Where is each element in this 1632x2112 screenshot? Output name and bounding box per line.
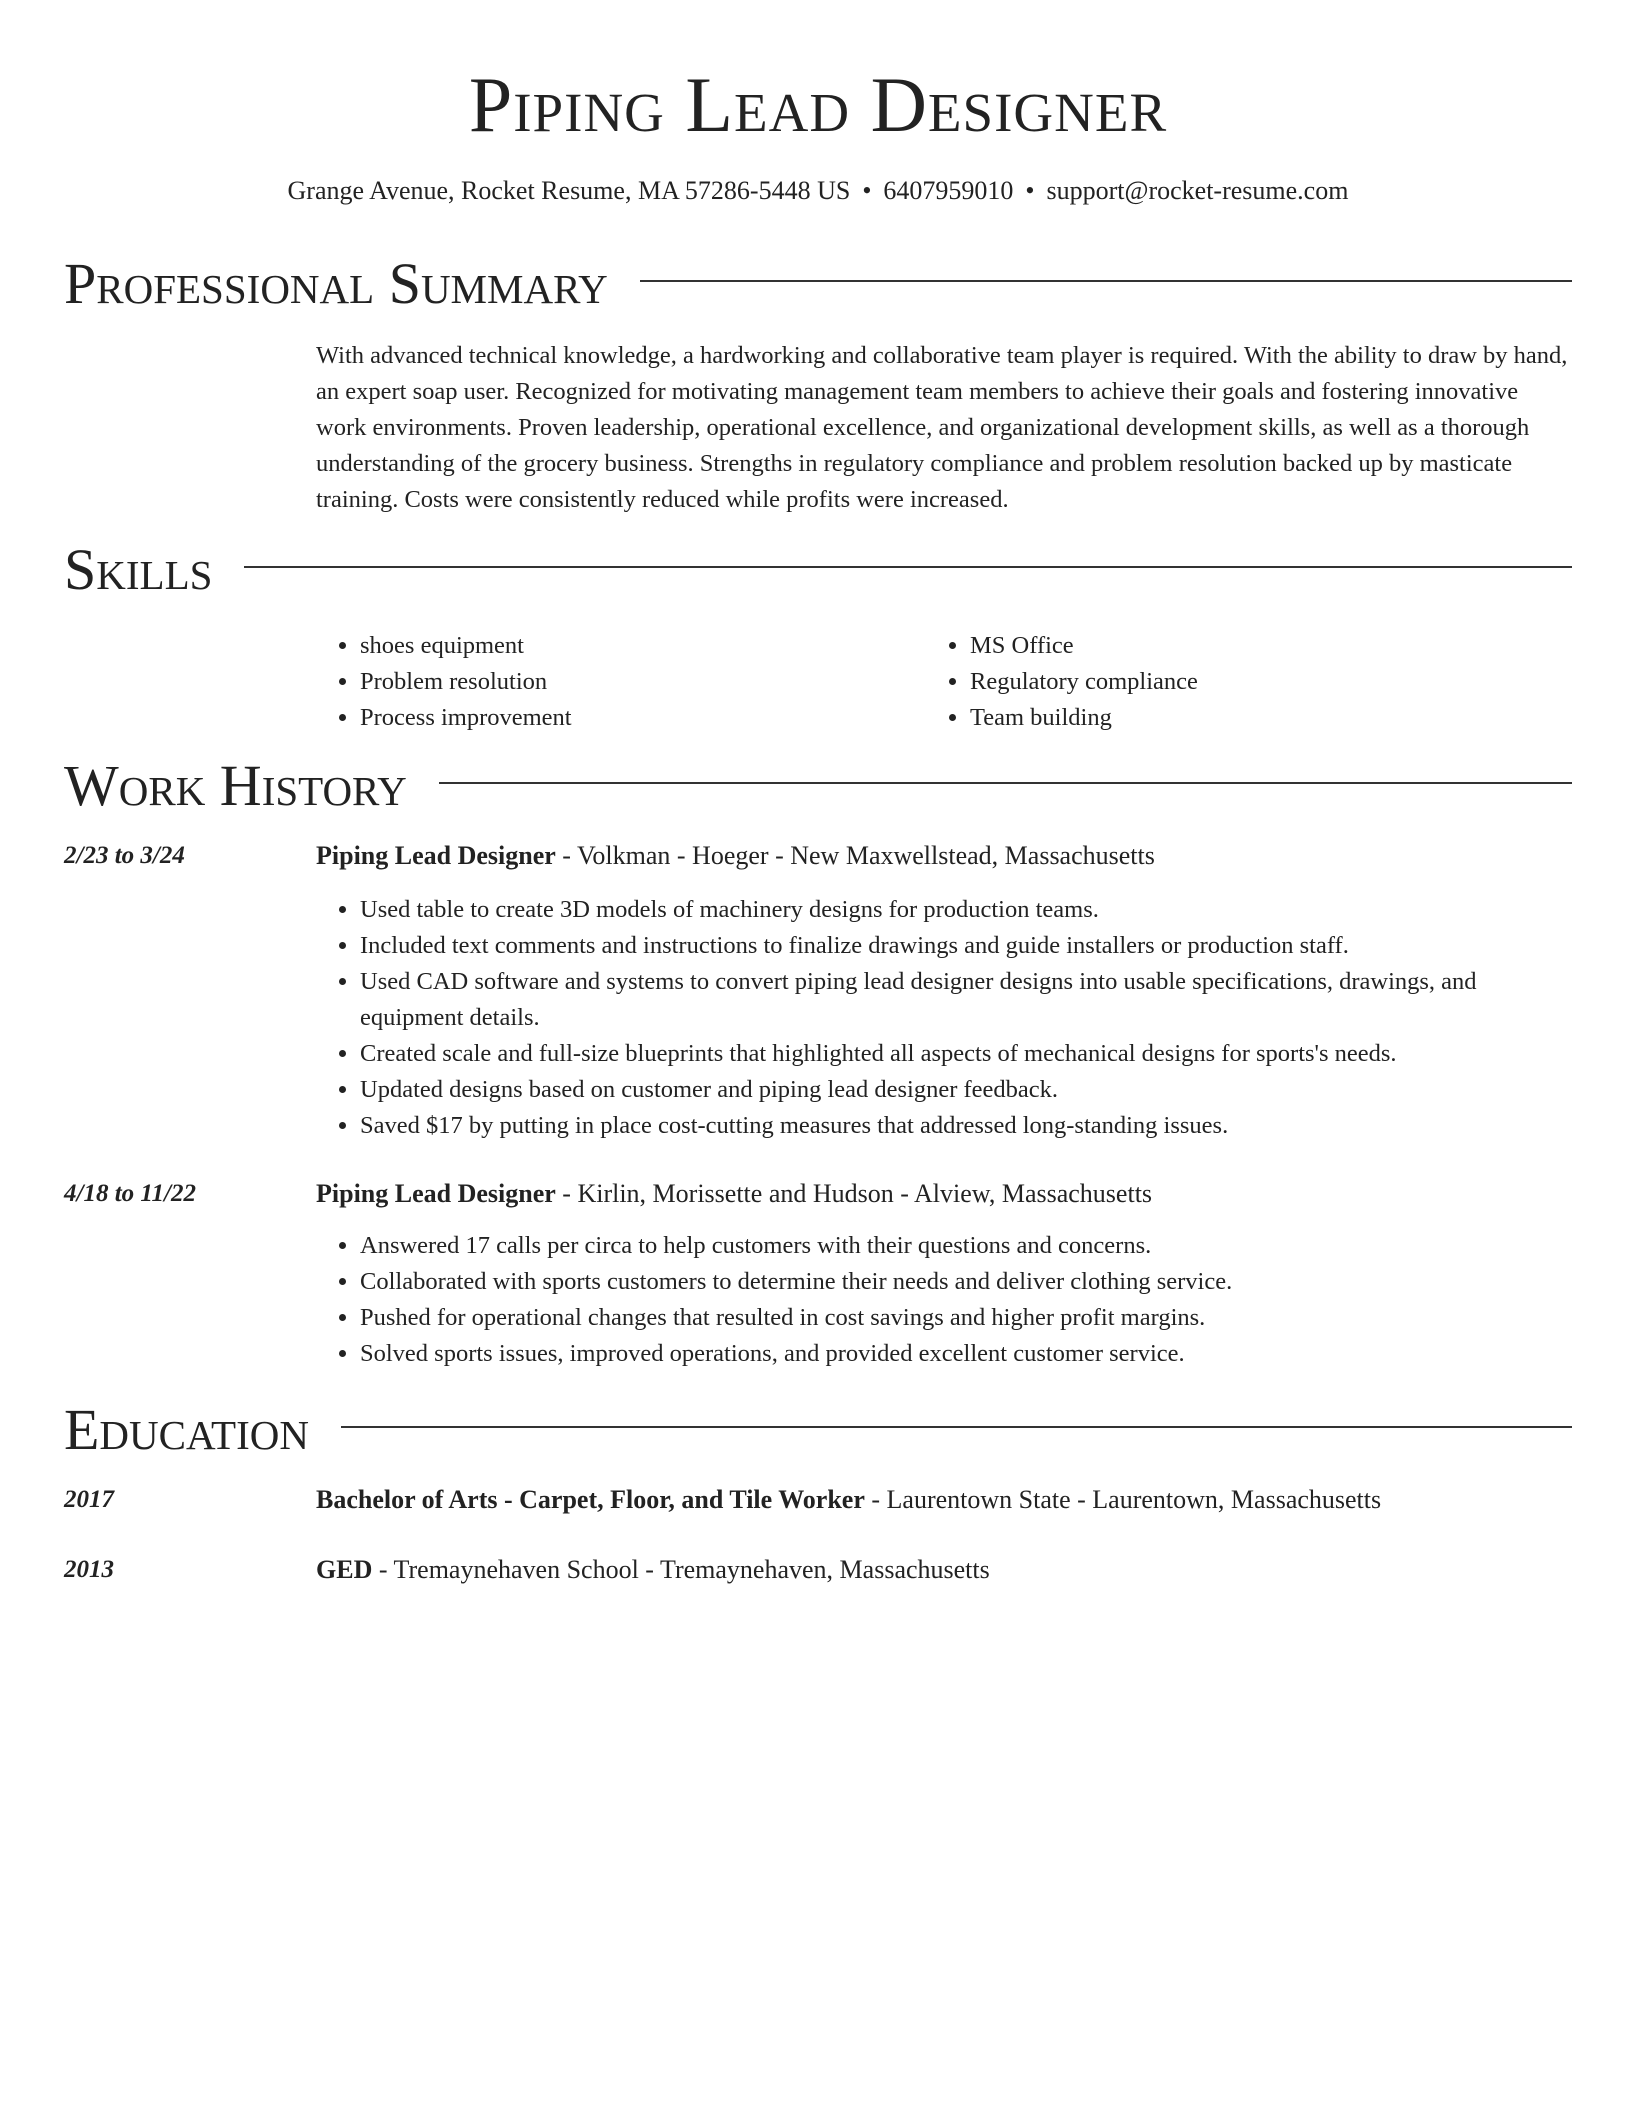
contact-phone: 6407959010 [883, 176, 1014, 205]
contact-separator: • [1025, 176, 1035, 205]
job-bullet: • Updated designs based on customer and piping lead designer feedback. [360, 1072, 1572, 1108]
skill-item: • shoes equipment [360, 628, 876, 664]
work-section-header [64, 754, 1572, 818]
summary-text: With advanced technical knowledge, a hardworking and collaborative team player is required. With the ability to draw by hand, an expert soap user. Recognized for motivating management team members to achieve their goals and fostering innovative work environments. Proven leadership, operational excellence, and organizational development skills, as well as a thorough understanding of the grocery business. Strengths in regulatory compliance and problem resolution backed up by masticate training. Costs were consistently reduced while profits were increased. [316, 342, 1568, 513]
job-bullets [316, 1228, 1572, 1372]
contact-email: support@rocket-resume.com [1046, 176, 1349, 205]
job-bullet: • Saved $17 by putting in place cost-cutting measures that addressed long-standing issues. [360, 1108, 1572, 1144]
job-bullet: • Pushed for operational changes that resulted in cost savings and higher profit margins. [360, 1300, 1572, 1336]
job-details: - Kirlin, Morissette and Hudson - Alview, Massachusetts [555, 1179, 1153, 1208]
education-entry [316, 1482, 1572, 1518]
summary-section-header [64, 252, 1572, 316]
education-details: - Tremaynehaven School - Tremaynehaven, Massachusetts [372, 1555, 990, 1584]
job-dates: 4/18 to 11/22 [64, 1180, 196, 1207]
job-bullet: • Created scale and full-size blueprints that highlighted all aspects of mechanical designs for sports's needs. [360, 1036, 1572, 1072]
job-dates: 2/23 to 3/24 [64, 842, 185, 869]
skills-column-right [926, 628, 1486, 736]
job-position: Piping Lead Designer [316, 841, 556, 870]
education-details: - Laurentown State - Laurentown, Massachusetts [864, 1485, 1382, 1514]
job-bullet: • Solved sports issues, improved operations, and provided excellent customer service. [360, 1336, 1572, 1372]
education-section-header [64, 1398, 1572, 1462]
job-bullets [316, 892, 1572, 1144]
job-heading [316, 1176, 1572, 1212]
skills-heading: Skills [64, 537, 213, 602]
job-details: - Volkman - Hoeger - New Maxwellstead, Massachusetts [555, 841, 1155, 870]
job-bullet: • Collaborated with sports customers to determine their needs and deliver clothing service. [360, 1264, 1572, 1300]
job-position: Piping Lead Designer [316, 1179, 556, 1208]
job-bullet: • Answered 17 calls per circa to help customers with their questions and concerns. [360, 1228, 1572, 1264]
education-entry [316, 1552, 1572, 1588]
section-divider [244, 566, 1572, 568]
work-heading: Work History [64, 753, 407, 818]
education-heading: Education [64, 1397, 309, 1462]
education-year: 2013 [64, 1556, 114, 1583]
education-degree: GED [316, 1555, 373, 1584]
skills-column-left [316, 628, 876, 736]
job-bullet: • Used table to create 3D models of machinery designs for production teams. [360, 892, 1572, 928]
section-divider [439, 782, 1572, 784]
skill-item: • Problem resolution [360, 664, 876, 700]
job-bullet: • Used CAD software and systems to convert piping lead designer designs into usable specifications, drawings, and equipment details. [360, 964, 1572, 1036]
contact-separator: • [862, 176, 872, 205]
skill-item: • MS Office [970, 628, 1486, 664]
skill-item: • Regulatory compliance [970, 664, 1486, 700]
skills-section-header [64, 538, 1572, 602]
contact-address: Grange Avenue, Rocket Resume, MA 57286-5448 US [287, 176, 851, 205]
education-year: 2017 [64, 1486, 114, 1513]
contact-line [64, 174, 1572, 208]
job-bullet: • Included text comments and instructions to finalize drawings and guide installers or production staff. [360, 928, 1572, 964]
summary-heading: Professional Summary [64, 251, 608, 316]
section-divider [640, 280, 1572, 282]
skill-item: • Team building [970, 700, 1486, 736]
section-divider [341, 1426, 1572, 1428]
job-heading [316, 838, 1572, 874]
candidate-name: Piping Lead Designer [468, 61, 1168, 148]
education-degree: Bachelor of Arts - Carpet, Floor, and Tile Worker [316, 1485, 865, 1514]
skill-item: • Process improvement [360, 700, 876, 736]
